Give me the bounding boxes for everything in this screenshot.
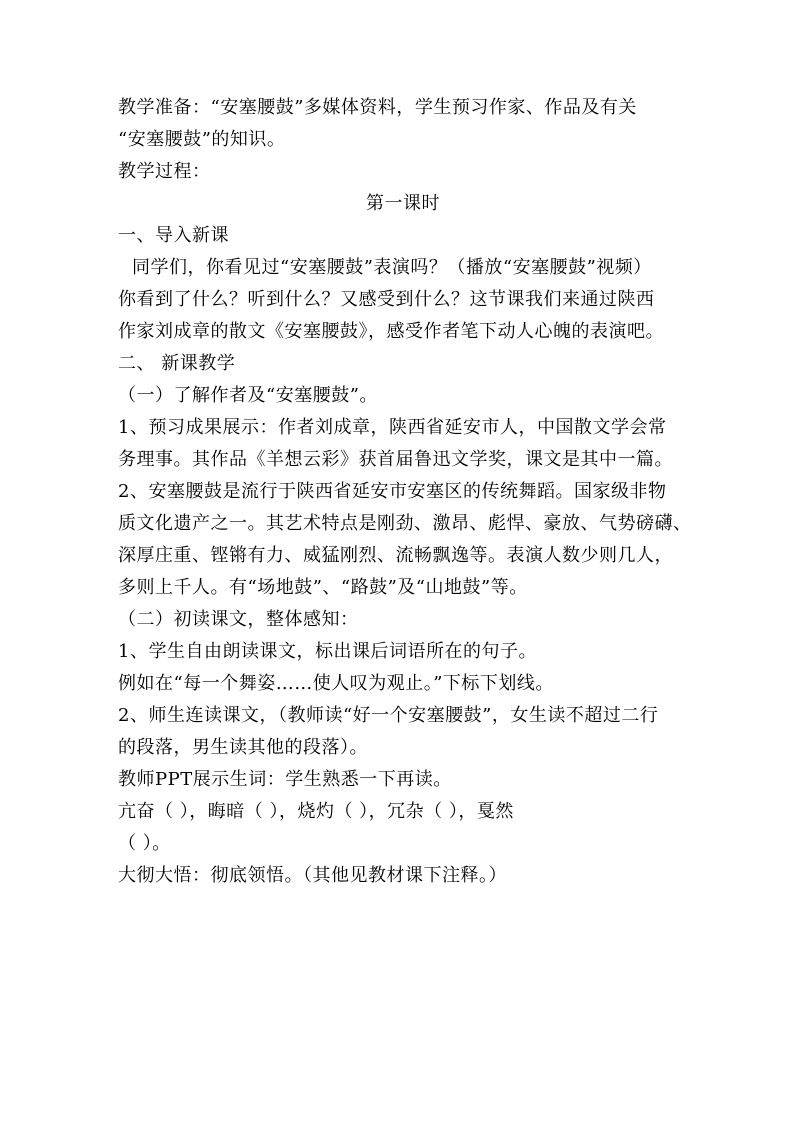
text-line: 一、导入新课 <box>118 225 229 246</box>
text-line: 作家刘成章的散文《安塞腰鼓》，感受作者笔下动人心魄的表演吧。 <box>118 321 664 342</box>
text-line: 教学准备：“安塞腰鼓”多媒体资料，学生预习作家、作品及有关 <box>118 97 637 118</box>
text-line: 2、安塞腰鼓是流行于陕西省延安市安塞区的传统舞蹈。国家级非物 <box>118 481 667 502</box>
text-line: 例如在“每一个舞姿……使人叹为观止。”下标下划线。 <box>118 673 554 694</box>
text-line: 的段落，男生读其他的段落）。 <box>118 737 368 758</box>
text-line: 深厚庄重、铿锵有力、威猛刚烈、流畅飘逸等。表演人数少则几人， <box>118 545 673 566</box>
text-line: 多则上千人。有“场地鼓”、“路鼓”及“山地鼓”等。 <box>118 577 528 598</box>
text-line: 2、师生连读课文，（教师读“好一个安塞腰鼓”，女生读不超过二行 <box>118 705 659 726</box>
text-line: 二、 新课教学 <box>118 353 236 374</box>
text-line: 亢奋（ ），晦暗（ ），烧灼（ ），冗杂（ ），戛然 <box>118 801 514 822</box>
text-line: “安塞腰鼓”的知识。 <box>118 129 286 150</box>
text-line: 务理事。其作品《羊想云彩》获首届鲁迅文学奖，课文是其中一篇。 <box>118 449 673 470</box>
text-line: 同学们，你看见过“安塞腰鼓”表演吗？（播放“安塞腰鼓”视频） <box>132 257 652 278</box>
text-line: 1、学生自由朗读课文，标出课后词语所在的句子。 <box>118 641 537 662</box>
section-heading: 第一课时 <box>366 193 440 214</box>
text-line: 教师PPT展示生词：学生熟悉一下再读。 <box>118 769 452 790</box>
text-line: 质文化遗产之一。其艺术特点是刚劲、激昂、彪悍、豪放、气势磅礴、 <box>118 513 692 534</box>
text-line: 你看到了什么？听到什么？又感受到什么？这节课我们来通过陕西 <box>118 289 655 310</box>
text-line: 1、预习成果展示：作者刘成章，陕西省延安市人，中国散文学会常 <box>118 417 667 438</box>
text-line: 大彻大悟：彻底领悟。（其他见教材课下注释。） <box>118 865 507 886</box>
text-line: （ ）。 <box>118 833 171 854</box>
text-line: 教学过程： <box>118 161 211 182</box>
text-line: （一）了解作者及“安塞腰鼓”。 <box>118 385 378 406</box>
document-page <box>118 92 692 892</box>
text-line: （二）初读课文，整体感知： <box>118 609 359 630</box>
